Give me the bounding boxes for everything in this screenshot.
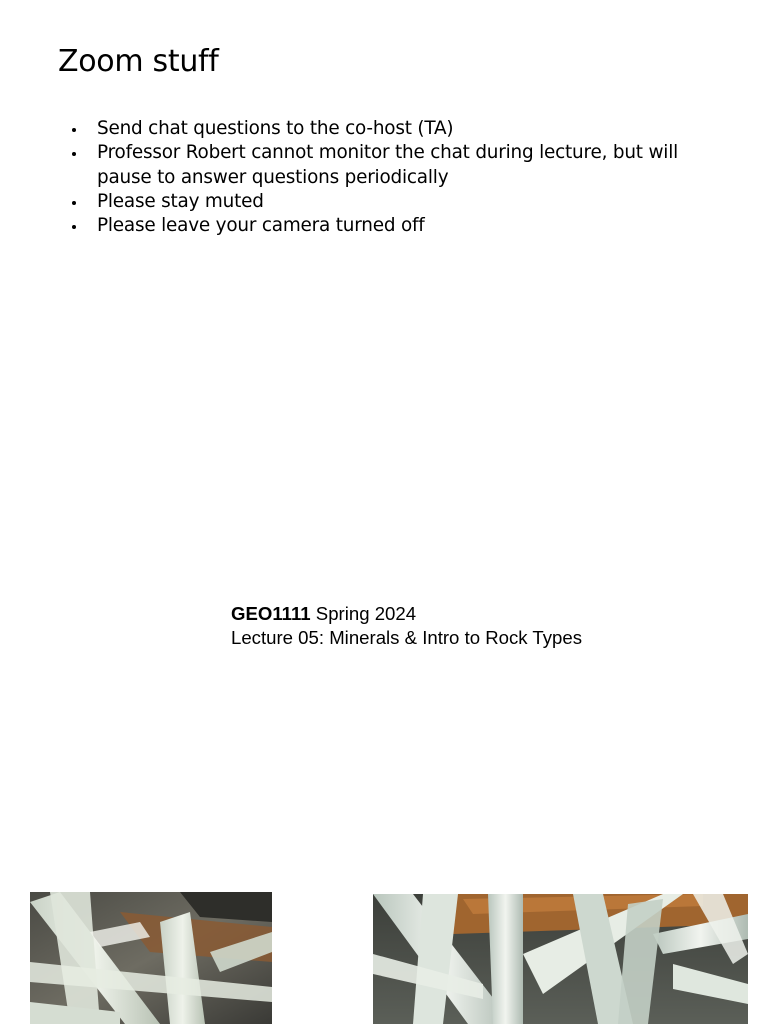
crystal-cave-photo-right <box>373 894 748 1024</box>
bullet-text: Professor Robert cannot monitor the chat during lecture, but will pause to answer questions periodically <box>97 142 679 188</box>
list-item <box>70 214 710 238</box>
bullet-text: Please leave your camera turned off <box>97 215 425 237</box>
bullet-list <box>70 117 710 238</box>
bullet-icon <box>72 152 76 156</box>
course-code: GEO1111 <box>231 603 311 624</box>
slide-title: Zoom stuff <box>58 44 219 79</box>
bullet-text: Send chat questions to the co-host (TA) <box>97 118 454 139</box>
bullet-icon <box>72 201 76 205</box>
lecture-title: Lecture 05: Minerals & Intro to Rock Types <box>231 626 583 648</box>
bullet-icon <box>72 225 76 229</box>
list-item <box>70 190 710 214</box>
bullet-icon <box>72 128 76 132</box>
bullet-text: Please stay muted <box>97 190 264 212</box>
list-item <box>70 141 710 190</box>
course-term: Spring 2024 <box>310 603 417 624</box>
course-info <box>231 602 582 649</box>
crystal-cave-photo-left <box>30 892 272 1024</box>
course-title-line <box>231 602 582 626</box>
list-item <box>70 117 710 141</box>
